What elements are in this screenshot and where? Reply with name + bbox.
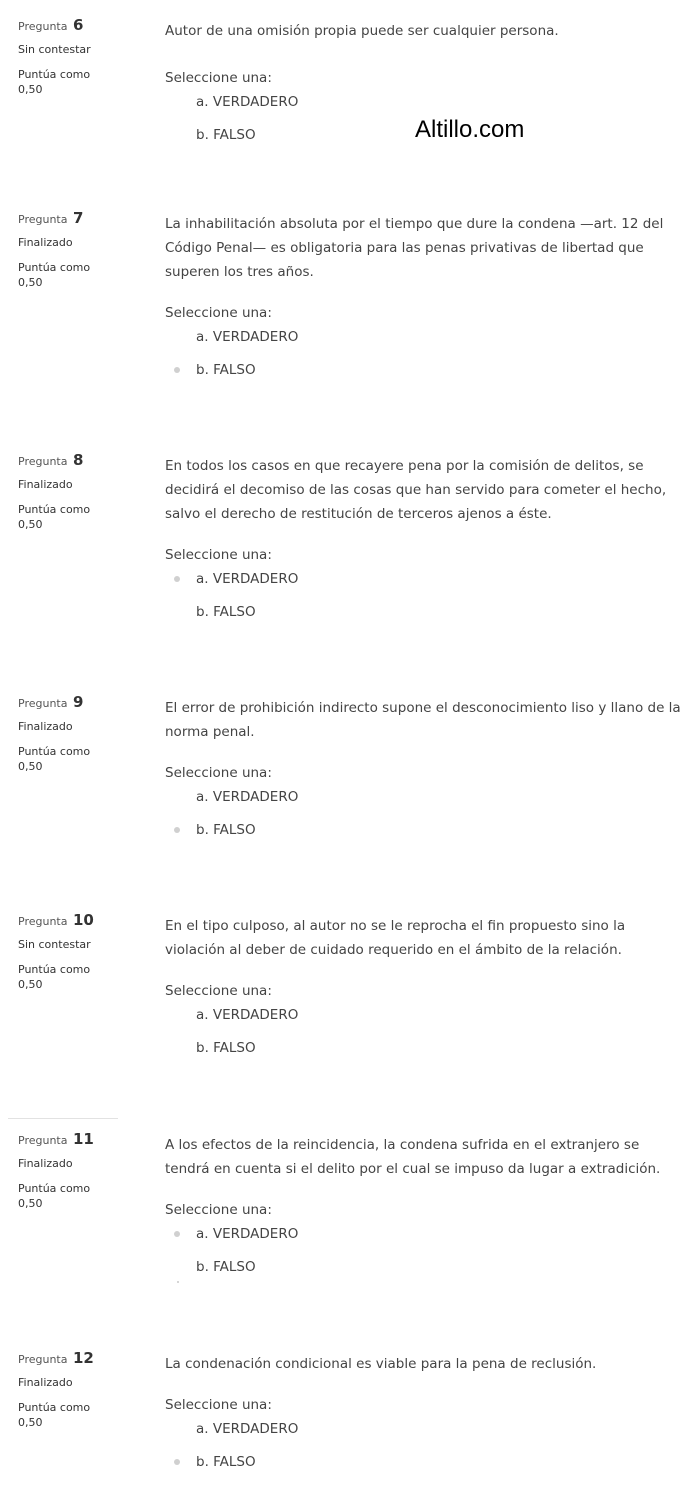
question-number: Pregunta 10	[18, 911, 94, 929]
question-content	[165, 454, 685, 634]
answer-prompt: Seleccione una:	[165, 983, 272, 999]
question-text: En el tipo culposo, al autor no se le reprocha el fin propuesto sino la violación al deber de cuidado requerido en el ámbito de la relación.	[165, 918, 626, 958]
answer-options	[165, 568, 685, 634]
question-number: Pregunta 7	[18, 209, 84, 227]
question-grade: Puntúa como 0,50	[18, 261, 91, 289]
answer-prompt: Seleccione una:	[165, 305, 272, 321]
question-info	[18, 17, 138, 97]
question-info	[18, 1131, 138, 1211]
question-state: Finalizado	[18, 236, 73, 249]
question-state: Sin contestar	[18, 938, 91, 951]
question-text: La condenación condicional es viable para la pena de reclusión.	[165, 1356, 597, 1372]
option-verdadero[interactable]: a. VERDADERO	[196, 1421, 299, 1437]
option-falso[interactable]: b. FALSO	[196, 127, 256, 143]
question-text: La inhabilitación absoluta por el tiempo que dure la condena —art. 12 del Código Penal— es obligatoria para las penas privativas de libertad que superen los tres años.	[165, 216, 664, 280]
question-grade: Puntúa como 0,50	[18, 68, 91, 96]
answer-options	[165, 786, 685, 852]
option-falso[interactable]: b. FALSO	[165, 819, 685, 852]
question-grade: Puntúa como 0,50	[18, 745, 91, 773]
question-info	[18, 452, 138, 532]
answer-prompt: Seleccione una:	[165, 1202, 272, 1218]
question-state: Finalizado	[18, 1157, 73, 1170]
option-falso[interactable]: b. FALSO	[165, 1451, 685, 1484]
option-verdadero[interactable]: a. VERDADERO	[196, 1007, 299, 1023]
answer-prompt: Seleccione una:	[165, 765, 272, 781]
question-grade: Puntúa como 0,50	[18, 963, 91, 991]
answer-options	[165, 1004, 685, 1070]
question-state: Finalizado	[18, 1376, 73, 1389]
answer-options	[165, 1223, 685, 1289]
radio-indicator-icon[interactable]	[174, 1231, 180, 1237]
question-grade: Puntúa como 0,50	[18, 1182, 91, 1210]
question-text: El error de prohibición indirecto supone el desconocimiento liso y llano de la norma penal.	[165, 700, 681, 740]
answer-options	[165, 1418, 685, 1484]
question-grade: Puntúa como 0,50	[18, 503, 91, 531]
option-verdadero[interactable]: a. VERDADERO	[196, 94, 299, 110]
question-content	[165, 1133, 685, 1289]
question-content	[165, 212, 685, 392]
question-number: Pregunta 6	[18, 16, 84, 34]
question-state: Sin contestar	[18, 43, 91, 56]
answer-prompt: Seleccione una:	[165, 547, 272, 563]
option-verdadero[interactable]: a. VERDADERO	[196, 789, 299, 805]
answer-prompt: Seleccione una:	[165, 70, 272, 86]
question-info	[18, 210, 138, 290]
option-falso[interactable]: b. FALSO	[196, 1259, 256, 1275]
question-number: Pregunta 12	[18, 1349, 94, 1367]
divider	[8, 1118, 118, 1119]
question-info	[18, 1350, 138, 1430]
radio-indicator-icon[interactable]	[174, 1459, 180, 1465]
question-text: Autor de una omisión propia puede ser cualquier persona.	[165, 23, 559, 39]
radio-indicator-icon[interactable]	[174, 827, 180, 833]
question-number: Pregunta 9	[18, 693, 84, 711]
answer-prompt: Seleccione una:	[165, 1397, 272, 1413]
radio-indicator-icon[interactable]	[174, 367, 180, 373]
question-grade: Puntúa como 0,50	[18, 1401, 91, 1429]
question-content	[165, 1352, 685, 1484]
option-falso[interactable]: b. FALSO	[196, 1040, 256, 1056]
question-info	[18, 912, 138, 992]
question-state: Finalizado	[18, 478, 73, 491]
question-content	[165, 914, 685, 1070]
question-number: Pregunta 11	[18, 1130, 94, 1148]
option-verdadero[interactable]: a. VERDADERO	[165, 1223, 685, 1256]
option-falso[interactable]: b. FALSO	[196, 604, 256, 620]
question-content	[165, 696, 685, 852]
radio-mark-icon	[177, 1281, 179, 1283]
option-verdadero[interactable]: a. VERDADERO	[196, 329, 299, 345]
question-number: Pregunta 8	[18, 451, 84, 469]
option-verdadero[interactable]: a. VERDADERO	[165, 568, 685, 601]
radio-indicator-icon[interactable]	[174, 576, 180, 582]
question-text: A los efectos de la reincidencia, la condena sufrida en el extranjero se tendrá en cuenta si el delito por el cual se impuso da lugar a extradición.	[165, 1137, 661, 1177]
question-state: Finalizado	[18, 720, 73, 733]
question-text: En todos los casos en que recayere pena por la comisión de delitos, se decidirá el decomiso de las cosas que han servido para cometer el hecho, salvo el derecho de restitución de terceros ajenos a éste.	[165, 458, 667, 522]
question-info	[18, 694, 138, 774]
answer-options	[165, 326, 685, 392]
watermark-text: Altillo.com	[415, 116, 525, 143]
option-falso[interactable]: b. FALSO	[165, 359, 685, 392]
